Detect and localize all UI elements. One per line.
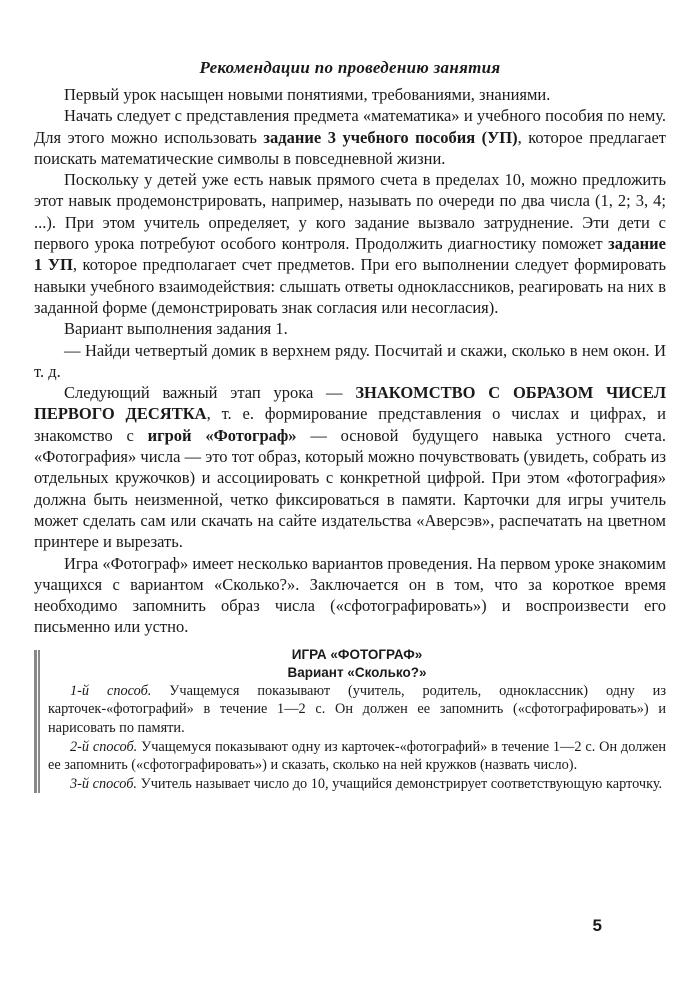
paragraph [34, 84, 666, 105]
text-run: , которое предлагает поискать математические символы в повседневной жизни. [34, 127, 666, 168]
box-side-bar [34, 650, 40, 794]
text-run: Игра «Фотограф» имеет несколько вариантов проведения. На первом уроке знакомим учащихся с вариантом «Сколько?». Заключается он в том, что за короткое время необходимо запомнить образ числа («сфотографировать») и воспроизвести его письменно или устно. [34, 553, 666, 637]
bold-text: ЗНАКОМСТВО С ОБРАЗОМ ЧИСЕЛ ПЕРВОГО ДЕСЯТКА [34, 383, 666, 424]
method-item [48, 775, 666, 794]
method-label: 2-й способ. [70, 738, 138, 755]
game-box [34, 646, 666, 794]
body-text [34, 84, 666, 638]
game-methods [48, 682, 666, 794]
game-box-subtitle: Вариант «Сколько?» [287, 664, 427, 680]
bold-text: задание 3 учебного пособия (УП) [263, 127, 518, 147]
method-text: Учитель называет число до 10, учащийся демонстрирует соответствующую карточку. [137, 775, 663, 792]
paragraph [34, 553, 666, 638]
method-text: Учащемуся показывают одну из карточек-«фотографий» в течение 1—2 с. Он должен ее запомнить («сфотографировать») и сказать, сколько на ней кружков (назвать число). [48, 738, 666, 774]
text-run: , которое предполагает счет предметов. При его выполнении следует формировать навыки учебного взаимодействия: слышать ответы одноклассников, реагировать на них в заданной форме (демонстрировать знак согласия или несогласия). [34, 255, 666, 317]
section-heading: Рекомендации по проведению занятия [199, 58, 501, 77]
paragraph [34, 340, 666, 383]
bold-text: игрой «Фотограф» [147, 425, 297, 445]
page-number: 5 [592, 916, 602, 935]
method-text: Учащемуся показывают (учитель, родитель, одноклассник) одну из карточек-«фотографий» в течение 1—2 с. Он должен ее запомнить («сфотографировать») и нарисовать по памяти. [48, 682, 666, 736]
text-run: , т. е. формирование представления о числах и цифрах, и знакомство с [34, 404, 666, 445]
method-label: 3-й способ. [70, 775, 137, 792]
page-content [34, 58, 666, 793]
text-run: — Найди четвертый домик в верхнем ряду. Посчитай и скажи, сколько в нем окон. И т. д. [34, 340, 666, 381]
paragraph [34, 169, 666, 318]
paragraph [34, 382, 666, 552]
text-run: — основой будущего навыка устного счета. «Фотография» числа — это тот образ, который можно почувствовать (увидеть, собрать из отдельных кружочков) и ассоциировать с конкретной цифрой. При этом «фотография» должна быть неизменной, четко фиксироваться в памяти. Карточки для игры учитель может сделать сам или скачать на сайте издательства «Аверсэв», распечатать на цветном принтере и вырезать. [34, 425, 666, 552]
method-item [48, 738, 666, 775]
bold-text: задание 1 УП [34, 234, 666, 275]
game-box-title: ИГРА «ФОТОГРАФ» [291, 646, 423, 662]
method-item [48, 682, 666, 738]
paragraph [34, 105, 666, 169]
text-run: Начать следует с представления предмета «математика» и учебного пособия по нему. Для этого можно использовать [34, 106, 666, 147]
text-run: Первый урок насыщен новыми понятиями, требованиями, знаниями. [64, 85, 551, 104]
text-run: Вариант выполнения задания 1. [64, 319, 288, 339]
method-label: 1-й способ. [70, 682, 152, 699]
text-run: Следующий важный этап урока — [64, 383, 356, 403]
paragraph [34, 318, 666, 339]
text-run: Поскольку у детей уже есть навык прямого счета в пределах 10, можно предложить этот навык продемонстрировать, например, называть по очереди по два числа (1, 2; 3, 4; ...). При этом учитель определяет, у кого задание вызвало затруднение. Эти дети с первого урока потребуют особого контроля. Продолжить диагностику поможет [34, 170, 666, 254]
